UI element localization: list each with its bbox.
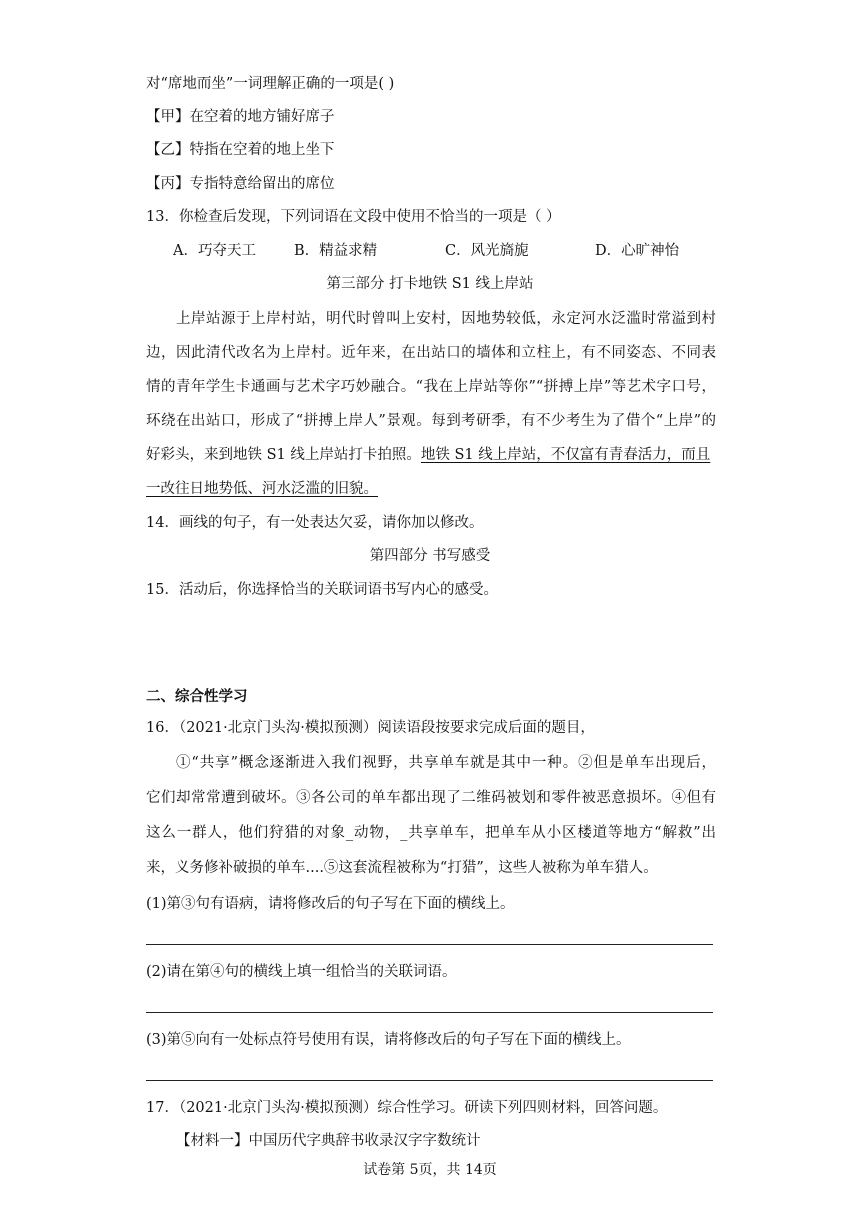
- part3-line-3: 情的青年学生卡通画与艺术字巧妙融合。“我在上岸站等你”“拼搏上岸”等艺术字口号，: [146, 379, 716, 395]
- part3-heading: 第三部分 打卡地铁 S1 线上岸站: [326, 276, 534, 292]
- part3-line-6: [146, 479, 716, 499]
- q13-choice-c: C．风光旖旎: [445, 243, 529, 259]
- q17-material1: 【材料一】中国历代字典辞书收录汉字字数统计: [176, 1133, 481, 1149]
- answer-line-3[interactable]: [146, 1080, 713, 1081]
- page-footer: 试卷第 5页，共 14页: [363, 1162, 497, 1178]
- q13-choice-a: A．巧夺天工: [173, 243, 256, 259]
- q13-choice-d: D．心旷神怡: [595, 243, 680, 259]
- q12-option-yi: 【乙】特指在空着的地上坐下: [146, 142, 335, 158]
- part3-line-5: [146, 445, 716, 465]
- part3-line-1: 上岸站源于上岸村站，明代时曾叫上安村，因地势较低，永定河水泛滥时常溢到村: [176, 311, 716, 327]
- q16-sub1: (1)第③句有语病，请将修改后的句子写在下面的横线上。: [146, 896, 515, 912]
- q16-line-2: 它们却常常遭到破坏。③各公司的单车都出现了二维码被划和零件被恶意损坏。④但有: [146, 790, 716, 806]
- q12-option-jia: 【甲】在空着的地方铺好席子: [146, 109, 335, 125]
- q16-prompt: 16．（2021·北京门头沟·模拟预测）阅读语段按要求完成后面的题目，: [146, 720, 595, 736]
- q16-sub3: (3)第⑤向有一处标点符号使用有误，请将修改后的句子写在下面的横线上。: [146, 1032, 631, 1048]
- part4-heading: 第四部分 书写感受: [369, 548, 491, 564]
- underlined-sentence-part1: 地铁 S1 线上岸站，不仅富有青春活力，而且: [420, 447, 711, 463]
- q17-prompt: 17．（2021·北京门头沟·模拟预测）综合性学习。研读下列四则材料，回答问题。: [146, 1100, 668, 1116]
- part3-line-5-plain: 好彩头，来到地铁 S1 线上岸站打卡拍照。: [146, 447, 421, 463]
- q12-prompt: 对“席地而坐”一词理解正确的一项是( ): [146, 76, 395, 92]
- q12-option-bing: 【丙】专指特意给留出的席位: [146, 176, 335, 192]
- q16-line-3: 这么一群人，他们狩猎的对象_动物，_共享单车，把单车从小区楼道等地方“解救”出: [146, 825, 716, 841]
- section2-heading: 二、综合性学习: [146, 688, 248, 705]
- q14-prompt: 14．画线的句子，有一处表达欠妥，请你加以修改。: [146, 515, 484, 531]
- q16-line-4: 来，义务修补破损的单车....⑤这套流程被称为“打猎”，这些人被称为单车猎人。: [146, 860, 658, 876]
- q15-prompt: 15．活动后，你选择恰当的关联词语书写内心的感受。: [146, 582, 498, 598]
- answer-line-2[interactable]: [146, 1012, 713, 1013]
- q13-prompt: 13．你检查后发现，下列词语在文段中使用不恰当的一项是（ ）: [146, 209, 561, 225]
- part3-line-4: 环绕在出站口，形成了“拼搏上岸人”景观。每到考研季，有不少考生为了借个“上岸”的: [146, 413, 716, 429]
- underlined-sentence-part2: 一改往日地势低、河水泛滥的旧貌。: [146, 481, 378, 497]
- q16-sub2: (2)请在第④句的横线上填一组恰当的关联词语。: [146, 964, 457, 980]
- answer-line-1[interactable]: [146, 944, 713, 945]
- part3-line-2: 边，因此清代改名为上岸村。近年来，在出站口的墙体和立柱上，有不同姿态、不同表: [146, 345, 716, 361]
- q16-line-1: ①“共享”概念逐渐进入我们视野，共享单车就是其中一种。②但是单车出现后，: [176, 755, 716, 771]
- q13-choice-b: B．精益求精: [294, 243, 378, 259]
